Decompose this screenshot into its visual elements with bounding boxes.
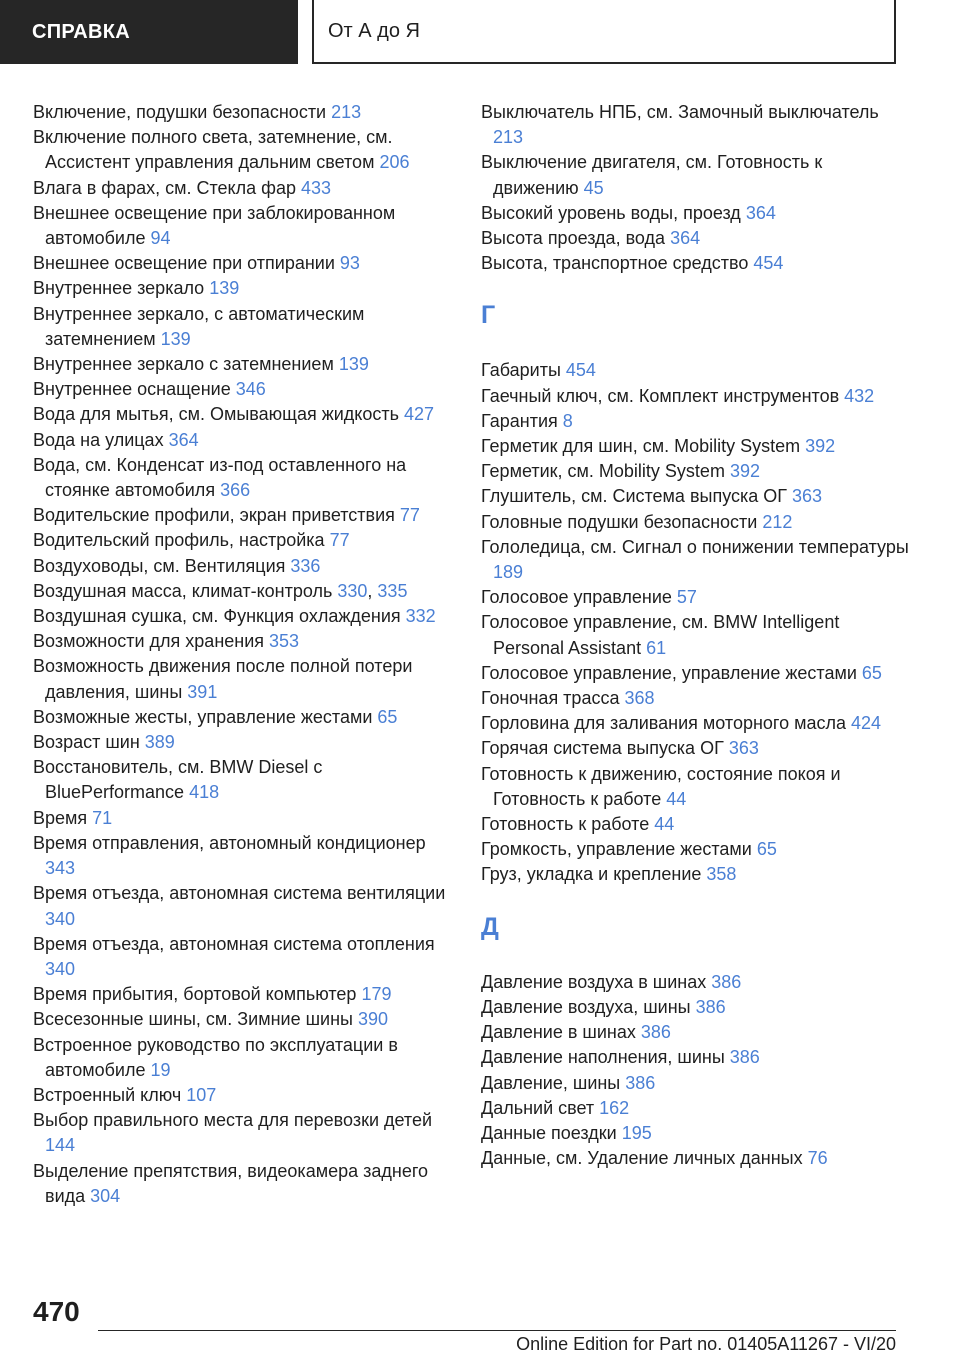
index-entry <box>33 1108 453 1158</box>
page-reference-link[interactable]: 364 <box>745 202 776 223</box>
index-entry-term: Влага в фарах, см. Стекла фар <box>33 177 301 198</box>
index-entry-term: Герметик, см. Mobility System <box>481 461 730 482</box>
index-entry <box>33 629 453 654</box>
index-entry-term: Выключатель НПБ, см. Замочный выключатель <box>481 102 879 122</box>
index-column-left <box>33 100 453 1209</box>
index-entry-term: Встроенный ключ <box>33 1084 187 1105</box>
page-reference-link[interactable]: 427 <box>404 404 435 425</box>
index-entry-term: Время <box>33 807 93 828</box>
page-reference-link[interactable]: 433 <box>300 177 332 198</box>
page-title: От А до Я <box>328 20 420 42</box>
index-entry-term: Громкость, управление жестами <box>481 839 757 860</box>
index-entry <box>33 982 453 1007</box>
index-entry <box>481 510 911 535</box>
index-entry-term: Возраст шин <box>33 732 145 753</box>
index-entry <box>33 503 453 528</box>
letter-heading-g: Г <box>481 301 496 330</box>
page-reference-link[interactable]: 77 <box>399 505 420 526</box>
index-entry-term: Готовность к движению, состояние покоя и Готовность к работе <box>481 763 841 809</box>
index-entry-term: Время отъезда, автономная система вентиляции <box>33 883 446 904</box>
index-entry-term: Воздушная сушка, см. Функция охлаждения <box>33 606 406 627</box>
page-reference-link[interactable]: 340 <box>45 958 76 979</box>
page-reference-link[interactable]: 195 <box>621 1122 652 1143</box>
page-reference-link[interactable]: 189 <box>493 562 524 583</box>
page-reference-link[interactable]: 454 <box>753 253 784 274</box>
index-entry <box>481 384 911 409</box>
index-entry <box>33 579 453 604</box>
index-entry <box>33 1083 453 1108</box>
index-entry-term: Горловина для заливания моторного масла <box>481 713 852 734</box>
index-entry-term: Высокий уровень воды, проезд <box>481 202 746 223</box>
page-reference-link[interactable]: 144 <box>45 1135 76 1156</box>
page-reference-link[interactable]: 368 <box>624 688 655 709</box>
index-entry <box>481 535 911 585</box>
index-entry <box>33 1007 453 1032</box>
index-group-d <box>481 970 911 1172</box>
page-reference-link[interactable]: 213 <box>493 127 524 148</box>
index-entry-term: Возможные жесты, управление жестами <box>33 706 378 727</box>
index-entry <box>33 377 453 402</box>
index-entry <box>481 1045 911 1070</box>
index-entry <box>33 100 453 125</box>
page-reference-link[interactable]: 366 <box>220 480 251 501</box>
page-reference-link[interactable]: 71 <box>92 807 113 828</box>
index-entry <box>481 251 911 276</box>
index-entry <box>33 251 453 276</box>
index-entry <box>481 585 911 610</box>
page-reference-link[interactable]: 65 <box>861 662 882 683</box>
section-tab <box>0 0 298 64</box>
index-entry <box>481 1146 911 1171</box>
index-entry <box>481 711 911 736</box>
index-entry-term: Встроенное руководство по эксплуатации в автомобиле <box>33 1034 398 1080</box>
index-entry <box>33 881 453 931</box>
index-entry <box>481 484 911 509</box>
index-entry-term: Давление в шинах <box>481 1022 641 1043</box>
index-entry-term: Вода для мытья, см. Омывающая жидкость <box>33 404 405 425</box>
page-reference-link[interactable]: 386 <box>695 996 726 1017</box>
index-entry-term: Внешнее освещение при заблокированном автомобиле <box>33 202 396 249</box>
index-entry-term: Горячая система выпуска ОГ <box>481 738 729 759</box>
page-reference-link[interactable]: 390 <box>357 1009 389 1030</box>
page-reference-link[interactable]: 386 <box>711 971 742 992</box>
index-entry <box>481 226 911 251</box>
index-entry-term: Возможность движения после полной потери давления, шины <box>33 656 413 702</box>
index-entry-term: Возможности для хранения <box>33 631 270 652</box>
page-number: 470 <box>33 1296 80 1327</box>
index-entry <box>481 459 911 484</box>
index-entry <box>481 1121 911 1146</box>
index-entry <box>481 970 911 995</box>
page-reference-link[interactable]: 386 <box>729 1047 760 1068</box>
index-entry-term: Готовность к работе <box>481 814 655 835</box>
index-entry <box>33 352 453 377</box>
index-entry-term: Время прибытия, бортовой компьютер <box>33 984 362 1005</box>
index-entry-term: Давление воздуха, шины <box>481 996 696 1017</box>
index-entry <box>481 736 911 761</box>
page-reference-link[interactable]: 424 <box>851 713 882 734</box>
page-reference-link[interactable]: 343 <box>45 858 76 879</box>
page-reference-link[interactable]: 392 <box>805 436 836 457</box>
index-entry-term: Высота проезда, вода <box>481 228 671 249</box>
index-entry <box>481 837 911 862</box>
page-reference-link[interactable]: 363 <box>792 486 823 507</box>
index-column-right <box>481 100 911 1171</box>
index-entry-term: Время отъезда, автономная система отопления <box>33 933 435 954</box>
page-reference-link[interactable]: 346 <box>235 379 266 400</box>
index-entry-term: Вода, см. Конденсат из-под оставленного на стоянке автомобиля <box>33 454 407 501</box>
page-reference-link[interactable]: 8 <box>562 410 573 431</box>
index-entry <box>481 358 911 383</box>
page-reference-link[interactable]: 418 <box>189 782 220 803</box>
index-entry-term: Время отправления, автономный кондиционер <box>33 832 426 853</box>
index-group-v-continued <box>481 100 911 276</box>
index-entry <box>33 932 453 982</box>
index-entry <box>33 554 453 579</box>
page-reference-link[interactable]: 340 <box>45 908 76 929</box>
page-reference-link[interactable]: 162 <box>599 1097 630 1118</box>
page-reference-link[interactable]: 336 <box>290 555 321 576</box>
index-entry-term: Груз, укладка и крепление <box>481 864 707 885</box>
index-entry <box>481 661 911 686</box>
page-reference-link[interactable]: 107 <box>186 1084 217 1105</box>
index-entry <box>481 610 911 660</box>
index-entry-term: Гололедица, см. Сигнал о понижении температуры <box>481 536 909 557</box>
index-entry <box>33 402 453 427</box>
index-entry-term: Внутреннее зеркало с затемнением <box>33 354 339 375</box>
index-entry <box>33 428 453 453</box>
page-separator: , <box>367 580 378 601</box>
page-reference-link[interactable]: 61 <box>646 637 667 658</box>
index-entry <box>33 654 453 704</box>
index-entry <box>33 1159 453 1209</box>
index-entry-term: Глушитель, см. Система выпуска ОГ <box>481 486 793 507</box>
page-reference-link[interactable]: 213 <box>331 102 362 122</box>
page-reference-link[interactable]: 304 <box>90 1185 121 1206</box>
page-reference-link[interactable]: 45 <box>583 177 604 198</box>
page-reference-link[interactable]: 363 <box>728 738 759 759</box>
index-entry <box>481 409 911 434</box>
page-reference-link[interactable]: 76 <box>807 1148 828 1169</box>
index-entry-term: Герметик для шин, см. Mobility System <box>481 436 806 457</box>
index-entry-term: Выделение препятствия, видеокамера заднего вида <box>33 1160 429 1206</box>
index-entry <box>33 705 453 730</box>
page-reference-link[interactable]: 386 <box>625 1072 656 1093</box>
page-reference-link[interactable]: 206 <box>379 152 410 173</box>
page-reference-link[interactable]: 139 <box>338 354 369 375</box>
index-entry-term: Дальний свет <box>481 1097 600 1118</box>
index-entry-term: Гарантия <box>481 410 563 431</box>
page-reference-link[interactable]: 44 <box>654 814 675 835</box>
page-reference-link[interactable]: 454 <box>565 360 596 381</box>
index-entry-term: Давление, шины <box>481 1072 626 1093</box>
index-entry-term: Давление воздуха в шинах <box>481 971 712 992</box>
index-entry-term: Включение полного света, затемнение, см. Ассистент управления дальним светом <box>33 127 393 173</box>
index-entry <box>481 1096 911 1121</box>
index-entry <box>481 201 911 226</box>
index-entry-term: Водительский профиль, настройка <box>33 530 330 551</box>
page-reference-link[interactable]: 364 <box>168 429 199 450</box>
page-reference-link[interactable]: 57 <box>676 587 697 608</box>
index-entry <box>481 862 911 887</box>
page-reference-link[interactable]: 386 <box>640 1022 671 1043</box>
page-reference-link[interactable]: 65 <box>756 839 777 860</box>
index-entry-term: Выключение двигателя, см. Готовность к движению <box>481 152 823 198</box>
index-entry-term: Внутреннее зеркало, с автоматическим затемнением <box>33 303 365 349</box>
page-reference-link[interactable]: 77 <box>329 530 350 551</box>
page-reference-link[interactable]: 432 <box>844 385 875 406</box>
index-entry <box>33 125 453 175</box>
page-reference-link[interactable]: 391 <box>187 681 218 702</box>
index-entry-term: Высота, транспортное средство <box>481 253 754 274</box>
index-entry-term: Вода на улицах <box>33 429 169 450</box>
index-entry-term: Восстановитель, см. BMW Diesel с BluePerformance <box>33 757 323 803</box>
index-entry <box>481 150 911 200</box>
index-entry <box>33 276 453 301</box>
page-reference-link[interactable]: 335 <box>377 580 408 601</box>
index-entry-term: Голосовое управление, управление жестами <box>481 662 862 683</box>
index-entry <box>33 176 453 201</box>
index-entry <box>481 1020 911 1045</box>
page-reference-link[interactable]: 44 <box>666 788 687 809</box>
page-reference-link[interactable]: 65 <box>377 706 398 727</box>
page-reference-link[interactable]: 179 <box>361 984 392 1005</box>
index-entry-term: Внешнее освещение при отпирании <box>33 253 340 274</box>
index-entry <box>33 604 453 629</box>
index-entry-term: Гаечный ключ, см. Комплект инструментов <box>481 385 845 406</box>
index-group-g <box>481 358 911 887</box>
page-reference-link[interactable]: 330 <box>337 580 368 601</box>
index-entry <box>481 434 911 459</box>
index-entry-term: Водительские профили, экран приветствия <box>33 505 400 526</box>
index-entry-term: Голосовое управление, см. BMW Intelligent Personal Assistant <box>481 612 840 658</box>
page-reference-link[interactable]: 94 <box>150 228 171 249</box>
page-reference-link[interactable]: 364 <box>670 228 701 249</box>
index-entry-term: Воздушная масса, климат-контроль <box>33 580 338 601</box>
index-entry <box>481 686 911 711</box>
index-entry <box>481 762 911 812</box>
index-entry-term: Данные, см. Удаление личных данных <box>481 1148 808 1169</box>
index-entry-term: Данные поездки <box>481 1122 622 1143</box>
index-entry <box>33 201 453 251</box>
index-entry-term: Гоночная трасса <box>481 688 625 709</box>
index-entry-term: Воздуховоды, см. Вентиляция <box>33 555 291 576</box>
page-reference-link[interactable]: 389 <box>144 732 175 753</box>
letter-heading-d: Д <box>481 912 499 941</box>
index-entry-term: Габариты <box>481 360 566 381</box>
index-entry-term: Внутреннее оснащение <box>33 379 236 400</box>
page-title-box <box>312 0 896 64</box>
footer-edition-text: Online Edition for Part no. 01405A11267 - VI/20 <box>516 1334 896 1354</box>
index-entry-term: Давление наполнения, шины <box>481 1047 730 1068</box>
index-entry-term: Внутреннее зеркало <box>33 278 210 299</box>
index-entry-term: Головные подушки безопасности <box>481 511 763 532</box>
index-entry <box>481 1071 911 1096</box>
page-reference-link[interactable]: 332 <box>405 606 436 627</box>
index-entry <box>33 730 453 755</box>
index-entry-term: Голосовое управление <box>481 587 677 608</box>
index-entry <box>33 831 453 881</box>
page-reference-link[interactable]: 212 <box>762 511 793 532</box>
index-entry <box>33 453 453 503</box>
page-reference-link[interactable]: 139 <box>209 278 240 299</box>
index-entry <box>33 1033 453 1083</box>
index-entry <box>33 302 453 352</box>
index-entry-term: Выбор правильного места для перевозки детей <box>33 1110 433 1131</box>
index-entry <box>33 528 453 553</box>
index-entry <box>33 755 453 805</box>
section-label: СПРАВКА <box>32 21 131 43</box>
index-entry <box>481 812 911 837</box>
index-entry <box>481 995 911 1020</box>
index-entry-term: Включение, подушки безопасности <box>33 102 332 122</box>
page-reference-link[interactable]: 19 <box>150 1059 171 1080</box>
page-reference-link[interactable]: 93 <box>339 253 360 274</box>
index-entry-term: Всесезонные шины, см. Зимние шины <box>33 1009 358 1030</box>
page-reference-link[interactable]: 353 <box>269 631 300 652</box>
page-reference-link[interactable]: 358 <box>706 864 737 885</box>
index-entry <box>481 100 911 150</box>
page-reference-link[interactable]: 139 <box>160 328 191 349</box>
page-reference-link[interactable]: 392 <box>729 461 760 482</box>
index-entry <box>33 806 453 831</box>
